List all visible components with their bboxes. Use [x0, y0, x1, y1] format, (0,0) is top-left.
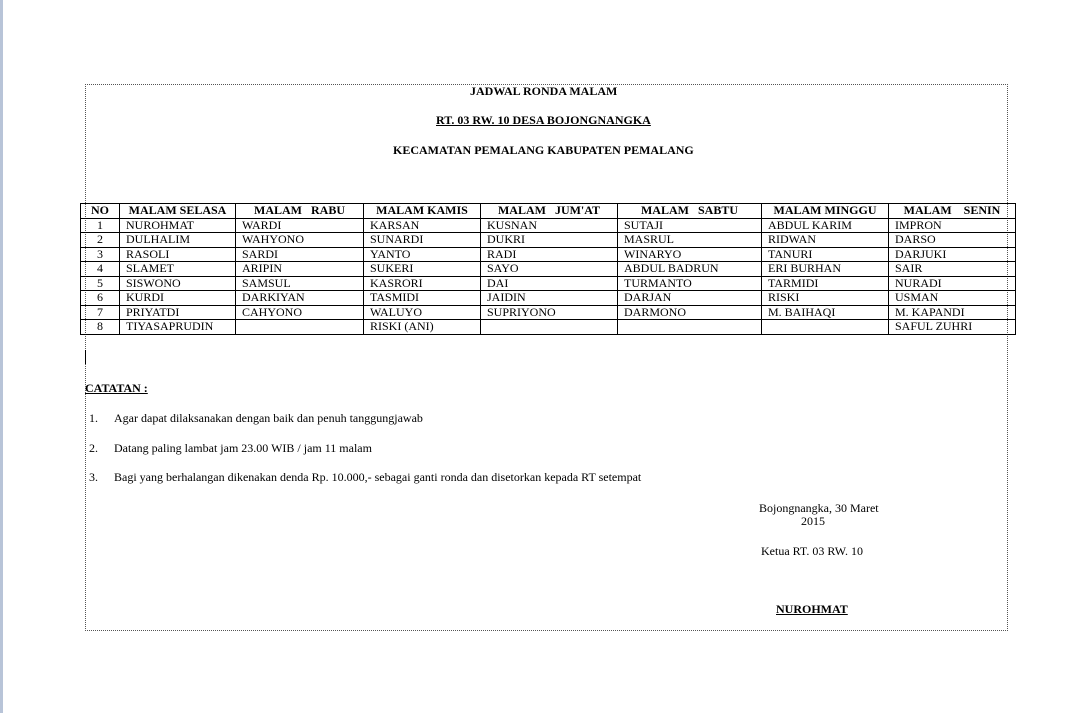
table-cell: KARSAN — [364, 218, 481, 233]
row-number: 8 — [81, 320, 120, 335]
row-number: 5 — [81, 276, 120, 291]
table-cell: KUSNAN — [481, 218, 618, 233]
table-row — [81, 276, 1016, 291]
table-cell: TANURI — [762, 247, 889, 262]
table-cell: DARJUKI — [889, 247, 1016, 262]
column-header: MALAM SABTU — [618, 204, 762, 219]
signature-place-date: Bojongnangka, 30 Maret — [759, 501, 879, 515]
table-cell: RISKI — [762, 291, 889, 306]
table-cell: WARDI — [236, 218, 364, 233]
table-cell: SAYO — [481, 262, 618, 277]
table-row — [81, 247, 1016, 262]
table-cell: PRIYATDI — [120, 305, 236, 320]
table-cell: SAMSUL — [236, 276, 364, 291]
row-number: 7 — [81, 305, 120, 320]
table-cell: SLAMET — [120, 262, 236, 277]
table-cell: SAIR — [889, 262, 1016, 277]
table-row — [81, 291, 1016, 306]
schedule-table — [80, 203, 1016, 335]
table-cell: JAIDIN — [481, 291, 618, 306]
table-cell: SUNARDI — [364, 233, 481, 248]
table-cell: RISKI (ANI) — [364, 320, 481, 335]
table-cell: KASRORI — [364, 276, 481, 291]
table-row — [81, 320, 1016, 335]
signature-year: 2015 — [801, 514, 825, 528]
table-cell: ARIPIN — [236, 262, 364, 277]
column-header: MALAM KAMIS — [364, 204, 481, 219]
window-edge — [0, 0, 3, 713]
column-header: MALAM MINGGU — [762, 204, 889, 219]
table-cell: SUTAJI — [618, 218, 762, 233]
table-cell: DAI — [481, 276, 618, 291]
table-cell: SISWONO — [120, 276, 236, 291]
table-cell: USMAN — [889, 291, 1016, 306]
table-cell: WAHYONO — [236, 233, 364, 248]
table-cell: KURDI — [120, 291, 236, 306]
table-cell: M. KAPANDI — [889, 305, 1016, 320]
table-cell — [236, 320, 364, 335]
table-cell: TARMIDI — [762, 276, 889, 291]
table-cell — [762, 320, 889, 335]
table-cell: TIYASAPRUDIN — [120, 320, 236, 335]
table-cell: DARJAN — [618, 291, 762, 306]
table-cell: TASMIDI — [364, 291, 481, 306]
table-cell: ABDUL BADRUN — [618, 262, 762, 277]
row-number: 1 — [81, 218, 120, 233]
table-cell: DULHALIM — [120, 233, 236, 248]
signature-position: Ketua RT. 03 RW. 10 — [761, 544, 863, 558]
table-row — [81, 218, 1016, 233]
table-cell: ABDUL KARIM — [762, 218, 889, 233]
table-row — [81, 262, 1016, 277]
table-cell — [618, 320, 762, 335]
column-header: NO — [81, 204, 120, 219]
table-cell: DARKIYAN — [236, 291, 364, 306]
table-cell: RASOLI — [120, 247, 236, 262]
column-header: MALAM RABU — [236, 204, 364, 219]
table-cell: YANTO — [364, 247, 481, 262]
table-cell: SUKERI — [364, 262, 481, 277]
table-cell: MASRUL — [618, 233, 762, 248]
signature-name: NUROHMAT — [776, 602, 848, 616]
table-cell: SUPRIYONO — [481, 305, 618, 320]
table-row — [81, 233, 1016, 248]
table-header-row — [81, 204, 1016, 219]
table-cell: IMPRON — [889, 218, 1016, 233]
document-title: JADWAL RONDA MALAM — [470, 84, 618, 98]
table-cell: DARMONO — [618, 305, 762, 320]
notes-heading: CATATAN : — [85, 381, 148, 395]
page-text-boundary — [85, 84, 1008, 631]
column-header: MALAM JUM'AT — [481, 204, 618, 219]
table-row — [81, 305, 1016, 320]
table-cell: SAFUL ZUHRI — [889, 320, 1016, 335]
table-cell — [481, 320, 618, 335]
column-header: MALAM SELASA — [120, 204, 236, 219]
row-number: 6 — [81, 291, 120, 306]
table-cell: RIDWAN — [762, 233, 889, 248]
table-cell: NUROHMAT — [120, 218, 236, 233]
table-cell: ERI BURHAN — [762, 262, 889, 277]
note-text: Bagi yang berhalangan dikenakan denda Rp. 10.000,- sebagai ganti ronda dan disetorkan kepada RT setempat — [114, 470, 642, 484]
note-number: 2. — [89, 440, 98, 455]
document-subtitle-rt: RT. 03 RW. 10 DESA BOJONGNANGKA — [436, 113, 651, 127]
column-header: MALAM SENIN — [889, 204, 1016, 219]
table-cell: WALUYO — [364, 305, 481, 320]
note-number: 1. — [89, 411, 98, 425]
table-cell: SARDI — [236, 247, 364, 262]
table-cell: DUKRI — [481, 233, 618, 248]
table-cell: TURMANTO — [618, 276, 762, 291]
table-cell: RADI — [481, 247, 618, 262]
table-cell: M. BAIHAQI — [762, 305, 889, 320]
table-cell: WINARYO — [618, 247, 762, 262]
table-cell: NURADI — [889, 276, 1016, 291]
note-text: Agar dapat dilaksanakan dengan baik dan penuh tanggungjawab — [114, 411, 423, 425]
text-cursor — [85, 350, 86, 364]
table-cell: DARSO — [889, 233, 1016, 248]
note-number: 3. — [89, 470, 98, 484]
note-text: Datang paling lambat jam 23.00 WIB / jam 11 malam — [114, 440, 372, 455]
document-subtitle-kecamatan: KECAMATAN PEMALANG KABUPATEN PEMALANG — [393, 143, 694, 157]
table-cell: CAHYONO — [236, 305, 364, 320]
row-number: 4 — [81, 262, 120, 277]
row-number: 3 — [81, 247, 120, 262]
row-number: 2 — [81, 233, 120, 248]
